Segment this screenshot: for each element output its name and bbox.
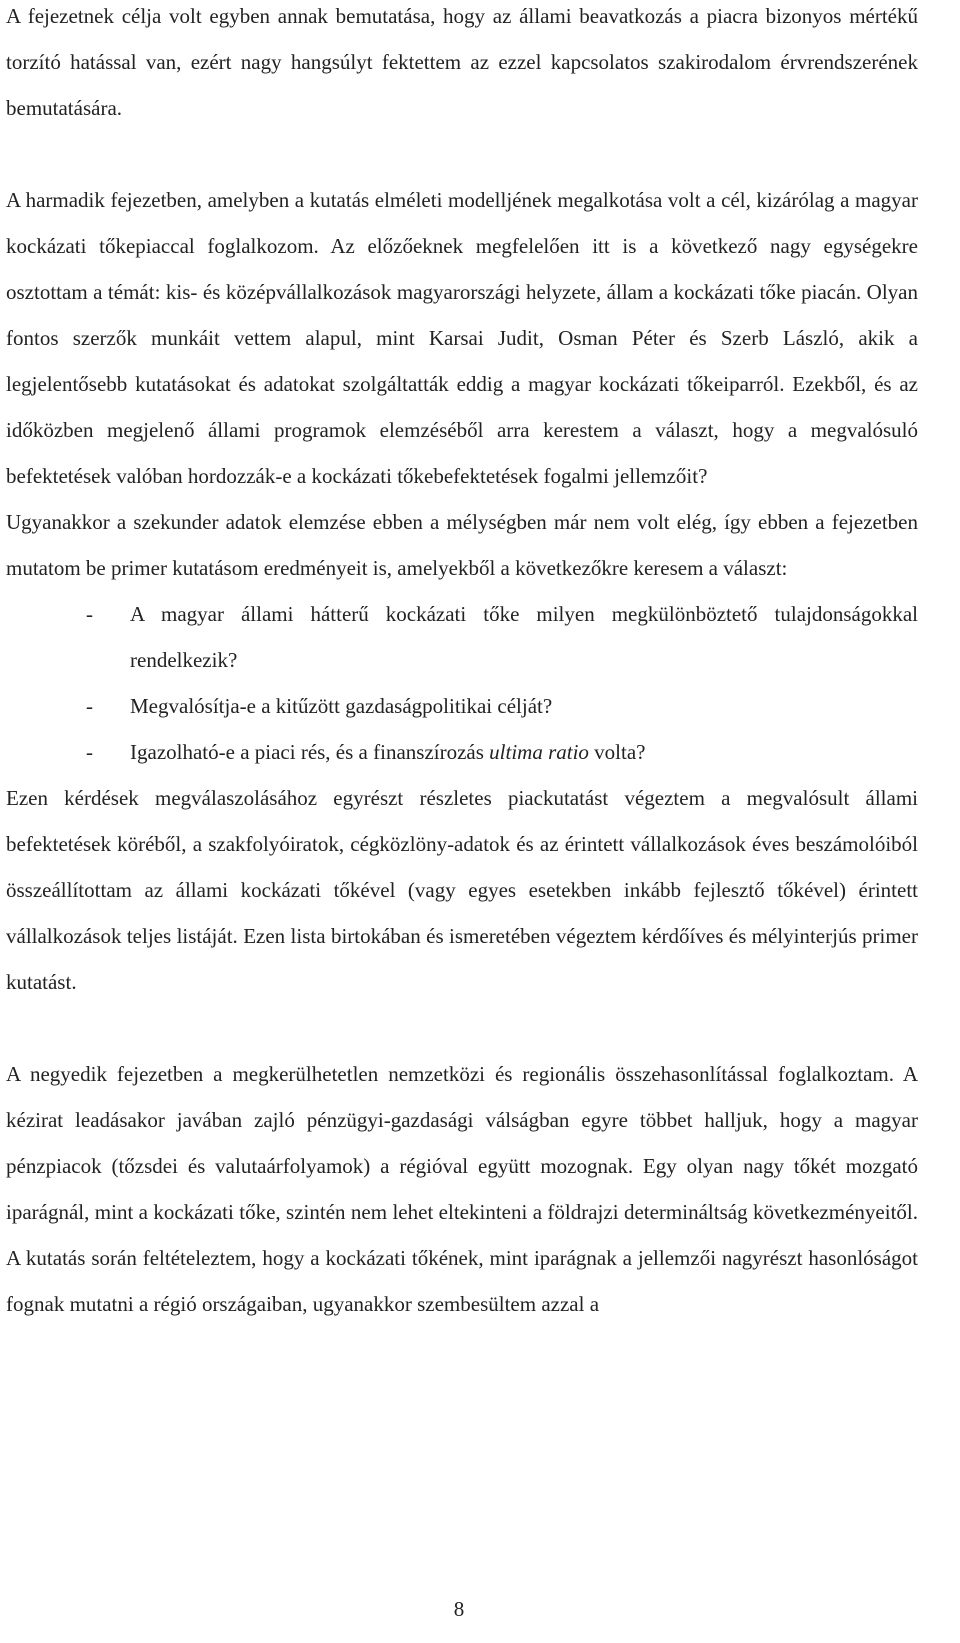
paragraph-spacer	[6, 131, 918, 177]
list-dash: -	[86, 740, 93, 764]
paragraph-chapter-goal: A fejezetnek célja volt egyben annak bemutatása, hogy az állami beavatkozás a piacra bizonyos mértékű torzító hatással van, ezért nagy hangsúlyt fektettem az ezzel kapcsolatos szakirodalom érvrendszerének bemutatására.	[6, 4, 918, 120]
list-item-text: Igazolható-e a piaci rés, és a finanszírozás	[130, 740, 490, 764]
paragraph-secondary-data: Ugyanakkor a szekunder adatok elemzése ebben a mélységben már nem volt elég, így ebben a fejezetben mutatom be primer kutatásom eredményeit is, amelyekből a következőkre keresem a választ:	[6, 510, 918, 580]
list-dash: -	[86, 694, 93, 718]
list-item-text: A magyar állami hátterű kockázati tőke milyen megkülönböztető tulajdonságokkal rendelkezik?	[130, 602, 918, 672]
paragraph-spacer	[6, 1005, 918, 1051]
list-item	[6, 591, 918, 683]
document-page	[6, 0, 918, 1327]
page-number: 8	[453, 1597, 465, 1621]
list-item	[6, 729, 918, 775]
paragraph-third-chapter: A harmadik fejezetben, amelyben a kutatás elméleti modelljének megalkotása volt a cél, kizárólag a magyar kockázati tőkepiaccal foglalkozom. Az előzőeknek megfelelően itt is a következő nagy egységekre osztottam a témát: kis- és középvállalkozások magyarországi helyzete, állam a kockázati tőke piacán. Olyan fontos szerzők munkáit vettem alapul, mint Karsai Judit, Osman Péter és Szerb László, akik a legjelentősebb kutatásokat és adatokat szolgáltatták eddig a magyar kockázati tőkeiparról. Ezekből, és az időközben megjelenő állami programok elemzéséből arra kerestem a választ, hogy a megvalósuló befektetések valóban hordozzák-e a kockázati tőkebefektetések fogalmi jellemzőit?	[6, 188, 918, 488]
list-item-italic-term: ultima ratio	[489, 740, 589, 764]
list-dash: -	[86, 602, 93, 626]
list-item-text: Megvalósítja-e a kitűzött gazdaságpolitikai célját?	[130, 694, 553, 718]
list-item	[6, 683, 918, 729]
list-item-text-end: volta?	[588, 740, 646, 764]
paragraph-methodology: Ezen kérdések megválaszolásához egyrészt részletes piackutatást végeztem a megvalósult állami befektetések köréből, a szakfolyóiratok, cégközlöny-adatok és az érintett vállalkozások éves beszámolóiból összeállítottam az állami kockázati tőkével (vagy egyes esetekben inkább fejlesztő tőkével) érintett vállalkozások teljes listáját. Ezen lista birtokában és ismeretében végeztem kérdőíves és mélyinterjús primer kutatást.	[6, 786, 918, 994]
paragraph-fourth-chapter: A negyedik fejezetben a megkerülhetetlen nemzetközi és regionális összehasonlítással foglalkoztam. A kézirat leadásakor javában zajló pénzügyi-gazdasági válságban egyre többet halljuk, hogy a magyar pénzpiacok (tőzsdei és valutaárfolyamok) a régióval együtt mozognak. Egy olyan nagy tőkét mozgató iparágnál, mint a kockázati tőke, szintén nem lehet eltekinteni a földrajzi determináltság következményeitől. A kutatás során feltételeztem, hogy a kockázati tőkének, mint iparágnak a jellemzői nagyrészt hasonlóságot fognak mutatni a régió országaiban, ugyanakkor szembesültem azzal a	[6, 1062, 918, 1316]
research-questions-list	[6, 591, 918, 775]
